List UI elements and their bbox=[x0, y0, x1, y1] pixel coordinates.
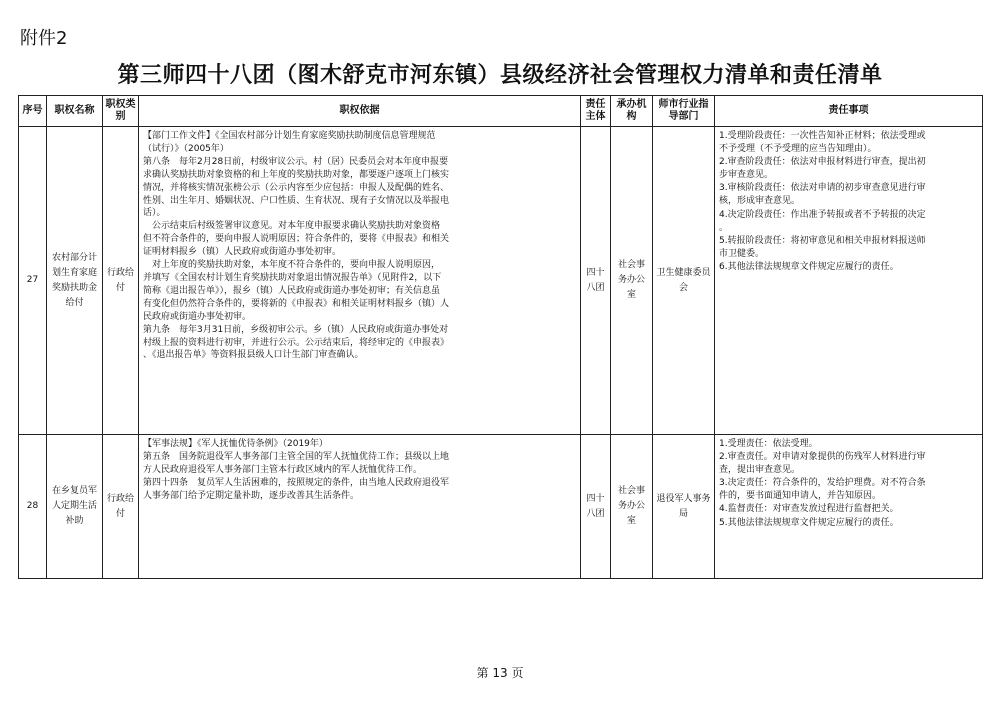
table-row bbox=[19, 435, 983, 579]
row-basis bbox=[139, 127, 581, 435]
header-name: 职权名称 bbox=[47, 96, 103, 127]
duty-line: 3.审核阶段责任：依法对申请的初步审查意见进行审 bbox=[719, 183, 926, 194]
basis-line: （试行）》（2005年） bbox=[143, 143, 229, 154]
duty-line: 1.受理责任：依法受理。 bbox=[719, 439, 818, 449]
duty-line: 查，提出审查意见。 bbox=[719, 465, 801, 476]
duty-line: 2.审查阶段责任：依法对申报材料进行审查，提出初 bbox=[719, 157, 926, 168]
row-responsible-subject: 四十八团 bbox=[581, 127, 611, 435]
row-power-name: 在乡复员军人定期生活补助 bbox=[47, 435, 103, 579]
duty-line: 4.监督责任：对审查发放过程进行监督把关。 bbox=[719, 504, 899, 515]
header-guide: 师市行业指导部门 bbox=[653, 96, 715, 127]
basis-line: 公示结束后村级签署审议意见。对本年度申报要求确认奖励扶助对象资格 bbox=[143, 221, 441, 232]
duty-line: 步审查意见。 bbox=[719, 170, 774, 181]
row-responsible-subject: 四十八团 bbox=[581, 435, 611, 579]
basis-line: 有变化但仍然符合条件的，要将新的《申报表》和相关证明材料报乡（镇）人 bbox=[143, 298, 450, 309]
row-basis bbox=[139, 435, 581, 579]
basis-line: 第八条 每年2月28日前，村级审议公示。村（居）民委员会对本年度申报要 bbox=[143, 156, 449, 167]
basis-line: 证明材料报乡（镇）人民政府或街道办事处初审。 bbox=[143, 247, 342, 258]
row-power-name: 农村部分计划生育家庭奖励扶助金给付 bbox=[47, 127, 103, 435]
power-responsibility-table bbox=[18, 95, 983, 579]
row-guiding-department: 退役军人事务局 bbox=[653, 435, 715, 579]
basis-line: 民政府或街道办事处初审。 bbox=[143, 311, 252, 322]
basis-line: 简称《退出报告单》），报乡（镇）人民政府或街道办事处初审；有关信息虽 bbox=[143, 285, 441, 296]
row-handling-agency: 社会事务办公室 bbox=[611, 435, 653, 579]
document-title: 第三师四十八团（图木舒克市河东镇）县级经济社会管理权力清单和责任清单 bbox=[117, 63, 883, 88]
duty-line: 件的，要书面通知申请人，并告知原因。 bbox=[719, 491, 882, 502]
duty-line: 市卫健委。 bbox=[719, 248, 765, 259]
duty-line: 4.决定阶段责任：作出准予转报或者不予转报的决定 bbox=[719, 209, 926, 220]
basis-line: 求确认奖励扶助对象资格的和上年度的奖励扶助对象，都要逐户逐项上门核实 bbox=[143, 169, 450, 180]
basis-line: 第五条 国务院退役军人事务部门主管全国的军人抚恤优待工作；县级以上地 bbox=[143, 451, 450, 462]
row-handling-agency: 社会事务办公室 bbox=[611, 127, 653, 435]
table-row bbox=[19, 127, 983, 435]
header-seq: 序号 bbox=[19, 96, 47, 127]
basis-line: 人事务部门给予定期定量补助，逐步改善其生活条件。 bbox=[143, 490, 360, 501]
attachment-label: 附件2 bbox=[20, 28, 68, 49]
basis-line: 第九条 每年3月31日前，乡级初审公示。乡（镇）人民政府或街道办事处对 bbox=[143, 324, 449, 335]
header-basis: 职权依据 bbox=[139, 96, 581, 127]
duty-line: 2.审查责任。对申请对象提供的伤残军人材料进行审 bbox=[719, 452, 926, 463]
basis-line: 对上年度的奖励扶助对象，本年度不符合条件的，要向申报人说明原因， bbox=[143, 260, 441, 271]
basis-line: 【部门工作文件】《全国农村部分计划生育家庭奖励扶助制度信息管理规范 bbox=[143, 131, 436, 141]
basis-line: 并填写《全国农村计划生育奖励扶助对象退出情况报告单》（见附件2，以下 bbox=[143, 272, 442, 283]
header-subject: 责任主体 bbox=[581, 96, 611, 127]
duty-line: 核，形成审查意见。 bbox=[719, 196, 801, 207]
header-agency: 承办机构 bbox=[611, 96, 653, 127]
basis-line: 性别、出生年月、婚姻状况、户口性质、生育状况、现有子女情况以及举报电 bbox=[143, 195, 450, 206]
row-seq: 27 bbox=[19, 127, 47, 435]
basis-line: 村级上报的资料进行初审，并进行公示。公示结束后，将经审定的《申报表》 bbox=[143, 337, 450, 348]
page-number: 第 13 页 bbox=[476, 666, 524, 680]
row-seq: 28 bbox=[19, 435, 47, 579]
row-duties bbox=[715, 435, 983, 579]
duty-line: 6.其他法律法规规章文件规定应履行的责任。 bbox=[719, 261, 899, 272]
table-header-row bbox=[19, 96, 983, 127]
duty-line: 1.受理阶段责任：一次性告知补正材料；依法受理或 bbox=[719, 131, 926, 141]
row-duties bbox=[715, 127, 983, 435]
basis-line: 【军事法规】《军人抚恤优待条例》（2019年） bbox=[143, 439, 328, 449]
row-category: 行政给付 bbox=[103, 127, 139, 435]
duty-line: 5.其他法律法规规章文件规定应履行的责任。 bbox=[719, 517, 899, 528]
basis-line: 第四十四条 复员军人生活困难的，按照规定的条件，由当地人民政府退役军 bbox=[143, 477, 450, 488]
basis-line: 话）。 bbox=[143, 208, 166, 219]
duty-line: 3.决定责任：符合条件的，发给护理费。对不符合条 bbox=[719, 478, 926, 489]
row-guiding-department: 卫生健康委员会 bbox=[653, 127, 715, 435]
basis-line: 方人民政府退役军人事务部门主管本行政区域内的军人抚恤优待工作。 bbox=[143, 464, 423, 475]
row-category: 行政给付 bbox=[103, 435, 139, 579]
basis-line: 但不符合条件的，要向申报人说明原因；符合条件的，要将《申报表》和相关 bbox=[143, 234, 450, 245]
basis-line: 情况，并将核实情况张榜公示（公示内容至少应包括：申报人及配偶的姓名、 bbox=[143, 182, 450, 193]
duty-line: 。 bbox=[719, 222, 729, 233]
duty-line: 5.转报阶段责任：将初审意见和相关申报材料报送师 bbox=[719, 235, 926, 246]
duty-line: 不予受理（不予受理的应当告知理由）。 bbox=[719, 144, 877, 155]
basis-line: 、《退出报告单》等资料报县级人口计生部门审查确认。 bbox=[143, 350, 364, 361]
header-category: 职权类别 bbox=[103, 96, 139, 127]
header-duties: 责任事项 bbox=[715, 96, 983, 127]
